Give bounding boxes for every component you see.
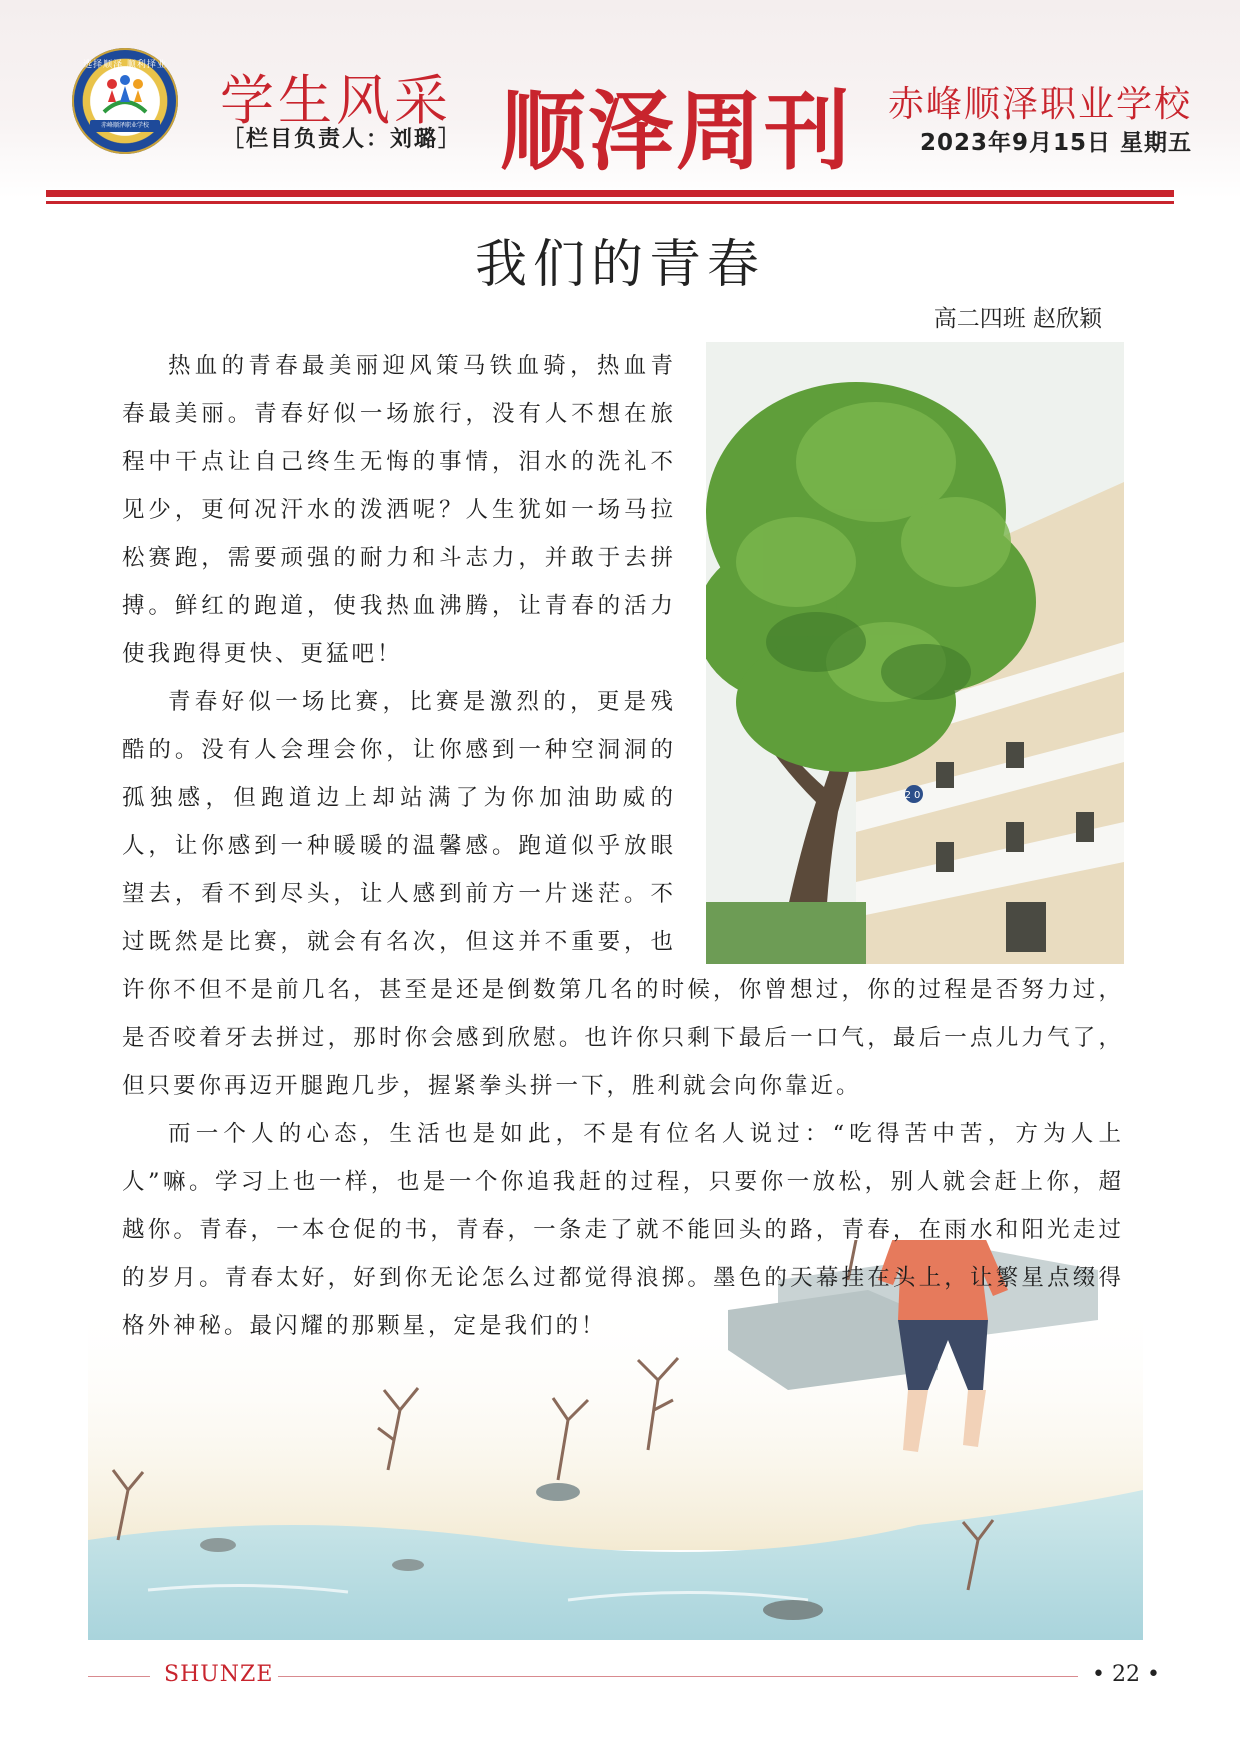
logo-ring-text: 选择顺泽 顺利择业	[83, 60, 167, 70]
logo-school-name: 赤峰顺泽职业学校	[90, 120, 160, 132]
publication-date: 2023年9月15日 星期五	[919, 130, 1192, 156]
magazine-title: 顺泽周刊	[500, 82, 852, 182]
column-title: 学生风采	[220, 69, 452, 132]
footer-line-right	[278, 1676, 1078, 1677]
school-logo	[72, 48, 178, 154]
article-body	[122, 342, 1124, 1350]
article-byline: 高二四班 赵欣颖	[933, 306, 1102, 332]
logo-figures-icon	[98, 72, 152, 116]
column-owner: ［栏目负责人：刘璐］	[222, 127, 463, 152]
footer-brand: SHUNZE	[164, 1662, 274, 1687]
building-number: 20	[904, 790, 924, 801]
header-rule-thin	[46, 201, 1174, 204]
article-title: 我们的青春	[474, 235, 765, 295]
campus-building-tree-image	[706, 342, 1124, 964]
paragraph-2: 青春好似一场比赛，比赛是激烈的，更是残酷的。没有人会理会你，让你感到一种空洞洞的孤独感，但跑道边上却站满了为你加油助威的人，让你感到一种暖暖的温馨感。跑道似乎放眼望去，看不到尽头，让人感到前方一片迷茫。不过既然是比赛，就会有名次，但这并不重要，也许你不但不是前几名，甚至是还是倒数第几名的时候，你曾想过，你的过程是否努力过，是否咬着牙去拼过，那时你会感到欣慰。也许你只剩下最后一口气，最后一点儿力气了，但只要你再迈开腿跑几步，握紧拳头拼一下，胜利就会向你靠近。	[122, 689, 1124, 1099]
paragraph-3: 而一个人的心态，生活也是如此，不是有位名人说过：“吃得苦中苦，方为人上人”嘛。学习上也一样，也是一个你追我赶的过程，只要你一放松，别人就会赶上你，超越你。青春，一本仓促的书，青春，一条走了就不能回头的路，青春，在雨水和阳光走过的岁月。青春太好，好到你无论怎么过都觉得浪掷。墨色的天幕挂在头上，让繁星点缀得格外神秘。最闪耀的那颗星，定是我们的！	[122, 1121, 1124, 1339]
header-rule-thick	[46, 190, 1174, 197]
paragraph-1: 热血的青春最美丽迎风策马铁血骑，热血青春最美丽。青春好似一场旅行，没有人不想在旅程中干点让自己终生无悔的事情，泪水的洗礼不见少，更何况汗水的泼洒呢？人生犹如一场马拉松赛跑，需要顽强的耐力和斗志力，并敢于去拼搏。鲜红的跑道，使我热血沸腾，让青春的活力使我跑得更快、更猛吧！	[122, 353, 676, 667]
campus-tree-photo	[706, 342, 1124, 964]
page-number: • 22 •	[1092, 1662, 1160, 1687]
footer-line-left	[88, 1676, 150, 1677]
school-name: 赤峰顺泽职业学校	[887, 84, 1192, 125]
